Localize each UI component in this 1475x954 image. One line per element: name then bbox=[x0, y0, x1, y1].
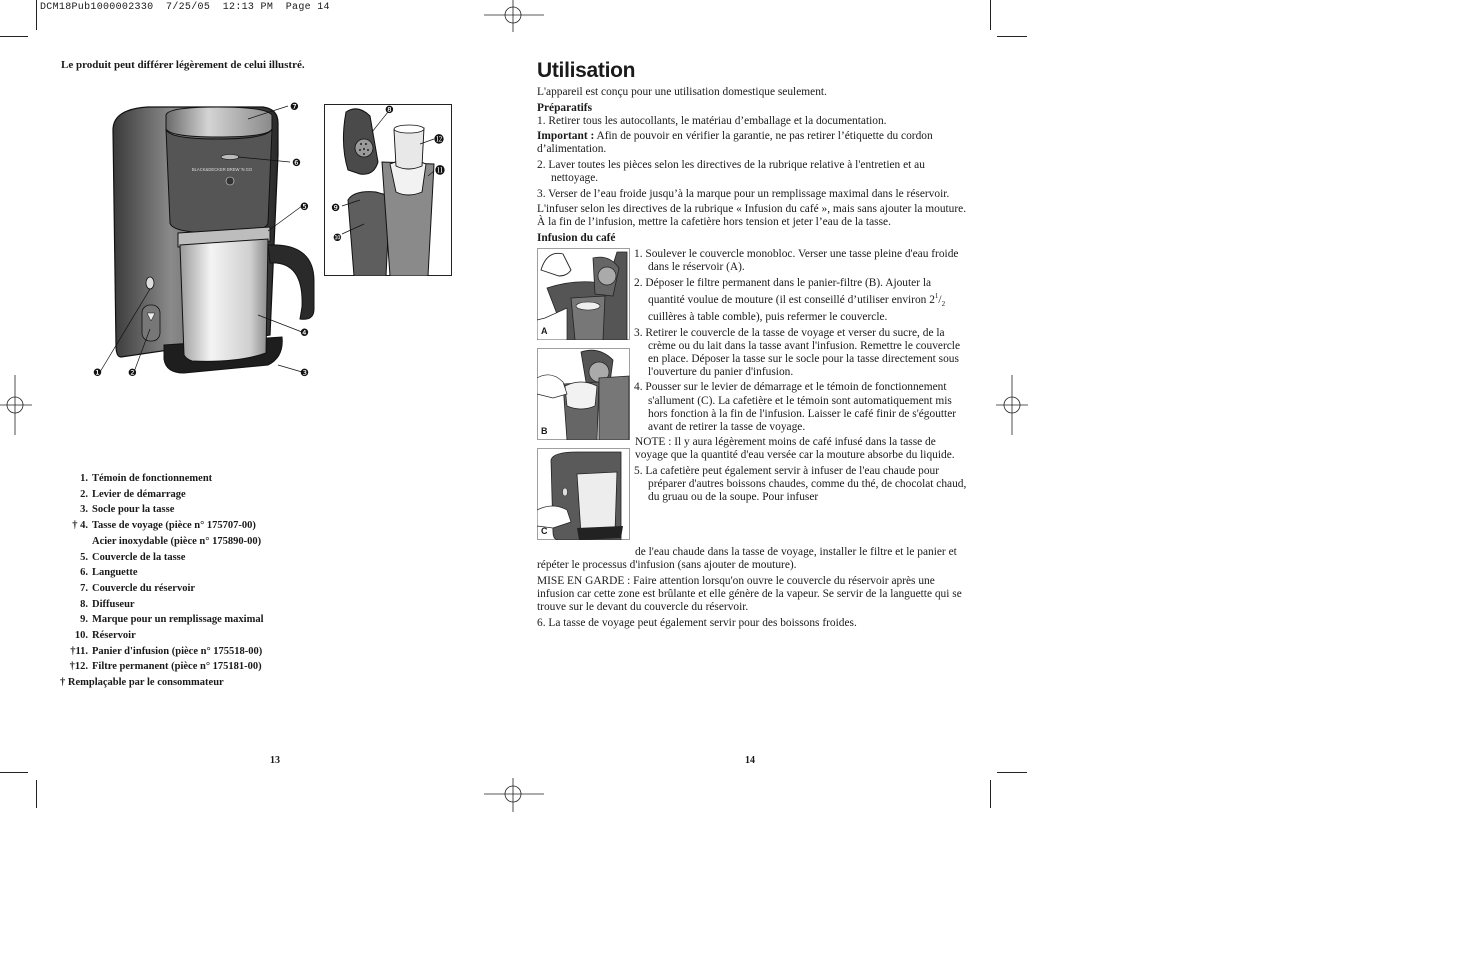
instructions-body bbox=[537, 86, 969, 632]
callout-8: ❽ bbox=[385, 105, 394, 116]
parts-list-item: 5. Couvercle de la tasse bbox=[80, 551, 186, 563]
prep-step-2: 2. Laver toutes les pièces selon les directives de la rubrique relative à l'entretien et au nettoyage. bbox=[537, 158, 925, 185]
callout-1: ❶ bbox=[93, 368, 102, 379]
parts-list-item: 2. Levier de démarrage bbox=[80, 488, 186, 500]
prep-step-3: 3. Verser de l’eau froide jusqu’à la marque pour un remplissage maximal dans le réservoir. bbox=[537, 187, 950, 200]
step-illustrations bbox=[537, 248, 635, 548]
step-label-a: A bbox=[541, 325, 548, 336]
brew-step-2: 2. Déposer le filtre permanent dans le panier-filtre (B). Ajouter la quantité voulue de mouture (il est conseillé d’utiliser environ $2^1/_2$ cuillères à table comble), puis refermer le couvercle. bbox=[634, 276, 946, 323]
parts-list-item: †11. Panier d'infusion (pièce n° 175518-00) bbox=[70, 645, 263, 657]
parts-list-item: 8. Diffuseur bbox=[80, 598, 135, 610]
brew-step-4: 4. Pousser sur le levier de démarrage et le témoin de fonctionnement s'allument (C). La cafetière et le témoin sont automatiquement mis hors fonction à la fin de l'infusion. Laisser le café finir de s'égoutter avant de retirer la tasse de voyage. bbox=[634, 381, 957, 433]
crop-mark bbox=[0, 36, 28, 37]
registration-mark bbox=[0, 375, 32, 435]
brew-step-1: 1. Soulever le couvercle monobloc. Verser une tasse pleine d'eau froide dans le réservoir (A). bbox=[634, 248, 959, 274]
registration-mark bbox=[484, 0, 544, 32]
brew-note: NOTE : Il y aura légèrement moins de café infusé dans la tasse de voyage que la quantité d'eau versée car la mouture absorbe du liquide. bbox=[635, 436, 955, 462]
callout-11: ⓫ bbox=[435, 166, 445, 177]
step-text-column bbox=[634, 248, 969, 504]
page-number-left: 13 bbox=[270, 755, 280, 766]
registration-mark bbox=[996, 375, 1028, 435]
step-label-b: B bbox=[541, 425, 548, 436]
registration-mark bbox=[484, 778, 544, 812]
callout-7: ❼ bbox=[290, 102, 299, 113]
prep-heading: Préparatifs bbox=[537, 101, 593, 114]
page-number-right: 14 bbox=[745, 755, 755, 766]
caution-note: MISE EN GARDE : Faire attention lorsqu'on ouvre le couvercle du réservoir après une infusion car cette zone est brûlante et elle génère de la vapeur. Se servir de la languette qui se trouve sur le devant du couvercle du réservoir. bbox=[537, 574, 962, 613]
parts-list-item: †12. Filtre permanent (pièce n° 175181-00) bbox=[69, 661, 262, 673]
parts-list-item: 9. Marque pour un remplissage maximal bbox=[80, 614, 264, 626]
step-illustration-a bbox=[537, 248, 630, 340]
prep-step-1: 1. Retirer tous les autocollants, le matériau d’emballage et la documentation. bbox=[537, 114, 887, 127]
page-title: Utilisation bbox=[537, 59, 636, 82]
crop-mark bbox=[990, 780, 991, 808]
brew-step-5: 5. La cafetière peut également servir à infuser de l'eau chaude pour préparer d'autres boissons chaudes, comme du thé, de chocolat chaud, du gruau ou de la soupe. Pour infuser bbox=[634, 465, 967, 504]
callout-10: ❿ bbox=[333, 233, 342, 244]
step-illustration-b bbox=[537, 348, 630, 440]
parts-list-item: 10. Réservoir bbox=[74, 630, 136, 642]
callout-4: ❹ bbox=[300, 328, 309, 339]
crop-mark bbox=[997, 36, 1027, 37]
coffee-maker-illustration bbox=[88, 95, 323, 385]
parts-list-item: 3. Socle pour la tasse bbox=[80, 504, 175, 516]
crop-mark bbox=[990, 0, 991, 30]
brew-step-3: 3. Retirer le couvercle de la tasse de voyage et verser du sucre, de la crème ou du lait dans la tasse avant l'infusion. Remettre le couvercle en place. Déposer la tasse sur le socle pour la tasse directement sous l'ouverture du panier d'infusion. bbox=[634, 326, 961, 378]
callout-6: ❻ bbox=[292, 158, 301, 169]
brand-logo: BLACK&DECKER BREW 'N GO bbox=[191, 167, 253, 172]
parts-list-item: Acier inoxydable (pièce n° 175890-00) bbox=[92, 535, 262, 547]
crop-mark bbox=[997, 772, 1027, 773]
brew-step-5-continued: de l'eau chaude dans la tasse de voyage, installer le filtre et le panier et répéter le processus d'infusion (sans ajouter de mouture). bbox=[537, 546, 957, 572]
callout-5: ❺ bbox=[300, 202, 309, 213]
parts-list bbox=[58, 471, 318, 691]
brew-steps bbox=[537, 248, 969, 548]
callout-2: ❷ bbox=[128, 368, 137, 379]
print-header-stamp: DCM18Pub1000002330 7/25/05 12:13 PM Page 14 bbox=[40, 2, 330, 13]
step-illustration-c bbox=[537, 448, 630, 540]
parts-list-item: † 4. Tasse de voyage (pièce n° 175707-00) bbox=[72, 520, 256, 532]
crop-mark bbox=[36, 0, 37, 30]
parts-list-item: 1. Témoin de fonctionnement bbox=[80, 473, 213, 484]
parts-list-item: 7. Couvercle du réservoir bbox=[80, 582, 196, 594]
step-label-c: C bbox=[541, 525, 548, 536]
important-note: Important : Afin de pouvoir en vérifier la garantie, ne pas retirer l’étiquette du cordon d’alimentation. bbox=[537, 130, 933, 156]
inset-illustration bbox=[324, 104, 452, 276]
brew-step-6: 6. La tasse de voyage peut également servir pour des boissons froides. bbox=[537, 616, 857, 629]
parts-list-item: 6. Languette bbox=[80, 567, 138, 579]
prep-paragraph: L'infuser selon les directives de la rubrique « Infusion du café », mais sans ajouter la mouture. À la fin de l’infusion, mettre la cafetière hors tension et jeter l’eau de la tasse. bbox=[537, 203, 967, 229]
illustration-caption: Le produit peut différer légèrement de celui illustré. bbox=[61, 59, 305, 71]
crop-mark bbox=[0, 772, 28, 773]
callout-9: ❾ bbox=[331, 203, 340, 214]
intro-text: L'appareil est conçu pour une utilisation domestique seulement. bbox=[537, 86, 827, 98]
brew-heading: Infusion du café bbox=[537, 231, 616, 244]
callout-3: ❸ bbox=[300, 368, 309, 379]
replaceable-footnote: † Remplaçable par le consommateur bbox=[60, 677, 224, 689]
crop-mark bbox=[36, 780, 37, 808]
callout-12: ⓬ bbox=[434, 135, 444, 146]
